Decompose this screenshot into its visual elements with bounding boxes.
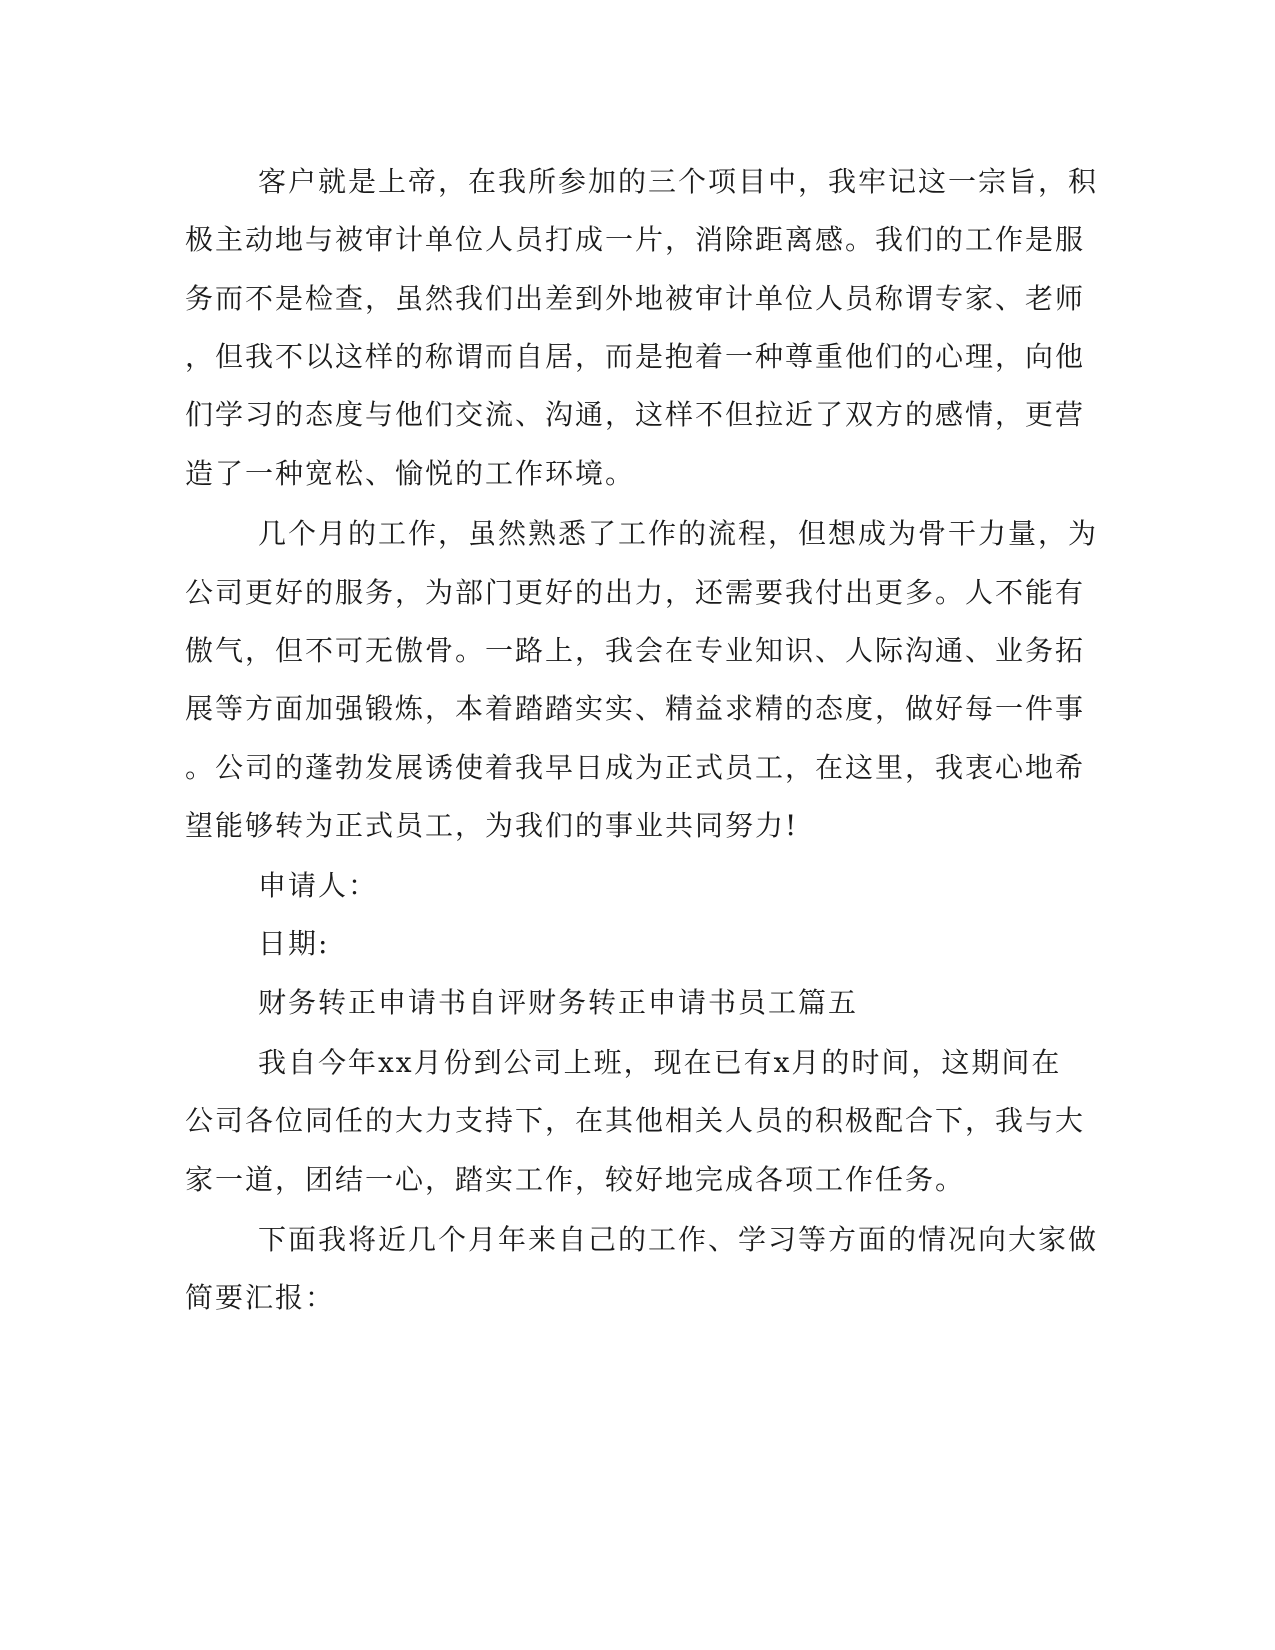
paragraph-2-line-2: 公司更好的服务，为部门更好的出力，还需要我付出更多。人不能有 <box>185 576 1086 609</box>
date-label: 日期: <box>258 927 330 960</box>
paragraph-2-line-1: 几个月的工作，虽然熟悉了工作的流程，但想成为骨干力量，为 <box>258 517 1099 550</box>
paragraph-1-line-3: 务而不是检查，虽然我们出差到外地被审计单位人员称谓专家、老师 <box>185 282 1086 315</box>
applicant-label: 申请人： <box>258 869 379 902</box>
paragraph-2-line-5: 。公司的蓬勃发展诱使着我早日成为正式员工，在这里，我衷心地希 <box>185 751 1086 784</box>
paragraph-2-line-4: 展等方面加强锻炼，本着踏踏实实、精益求精的态度，做好每一件事 <box>185 692 1086 725</box>
paragraph-1-line-5: 们学习的态度与他们交流、沟通，这样不但拉近了双方的感情，更营 <box>185 398 1086 431</box>
paragraph-1-line-1: 客户就是上帝，在我所参加的三个项目中，我牢记这一宗旨，积 <box>258 165 1099 198</box>
paragraph-1-line-6: 造了一种宽松、愉悦的工作环境。 <box>185 457 636 490</box>
paragraph-3-line-3: 家一道，团结一心，踏实工作，较好地完成各项工作任务。 <box>185 1163 966 1196</box>
paragraph-1-line-4: ，但我不以这样的称谓而自居，而是抱着一种尊重他们的心理，向他 <box>185 340 1086 373</box>
section-title: 财务转正申请书自评财务转正申请书员工篇五 <box>258 986 859 1019</box>
paragraph-3-line-1: 我自今年xx月份到公司上班，现在已有x月的时间，这期间在 <box>258 1046 1062 1079</box>
paragraph-4-line-1: 下面我将近几个月年来自己的工作、学习等方面的情况向大家做 <box>258 1223 1099 1256</box>
paragraph-2-line-3: 傲气，但不可无傲骨。一路上，我会在专业知识、人际沟通、业务拓 <box>185 634 1086 667</box>
paragraph-3-line-2: 公司各位同任的大力支持下，在其他相关人员的积极配合下，我与大 <box>185 1104 1086 1137</box>
paragraph-1-line-2: 极主动地与被审计单位人员打成一片，消除距离感。我们的工作是服 <box>185 223 1086 256</box>
paragraph-4-line-2: 简要汇报： <box>185 1281 336 1314</box>
paragraph-2-line-6: 望能够转为正式员工，为我们的事业共同努力! <box>185 809 799 842</box>
